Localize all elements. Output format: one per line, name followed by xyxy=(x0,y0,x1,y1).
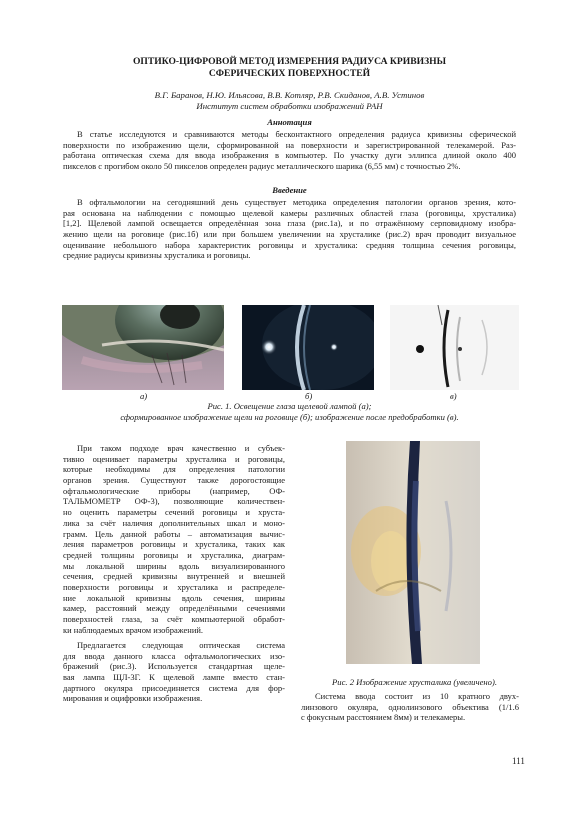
text-line: мы локальной ширины вдоль визуализированного xyxy=(63,560,285,571)
right-column-paragraph xyxy=(301,691,519,723)
abstract-heading: Аннотация xyxy=(267,117,312,127)
text-line: бражений (рис.3). Используется стандартная щеле- xyxy=(63,661,285,672)
title-line-2: СФЕРИЧЕСКИХ ПОВЕРХНОСТЕЙ xyxy=(208,68,371,79)
figure-1a-graphic xyxy=(62,305,224,390)
text-line: рая основана на наблюдении с помощью щелевой камеры различных областей глаза (роговицы, хрусталика) xyxy=(63,207,516,218)
author-block xyxy=(40,90,539,112)
figure-2-graphic xyxy=(346,441,480,664)
text-line: для ввода данного класса офтальмологических изо- xyxy=(63,650,285,661)
text-line: мирования и оцифровки изображения. xyxy=(63,693,203,704)
left-column-paragraph-2 xyxy=(63,640,285,704)
title-line-1: ОПТИКО-ЦИФРОВОЙ МЕТОД ИЗМЕРЕНИЯ РАДИУСА КРИВИЗНЫ xyxy=(132,56,447,67)
text-line: ления параметров роговицы и хрусталика, таких как xyxy=(63,539,285,550)
text-line: сечения, средней кривизны внутренней и внешней xyxy=(63,571,285,582)
text-line: ТАЛЬМОМЕТР ОФ-3), позволяющие количествен- xyxy=(63,496,285,507)
text-line: поверхности по изображению щели, сформированной на поверхности и зарегистрированной телекамерой. Раз- xyxy=(63,139,516,150)
text-line: Предлагается следующая оптическая система xyxy=(77,640,285,650)
text-line: При таком подходе врач качественно и субъек- xyxy=(77,443,285,453)
text-line: ние локальной кривизны вдоль сечения, ширины xyxy=(63,592,285,603)
figure-1-caption-line-1: Рис. 1. Освещение глаза щелевой лампой (а); xyxy=(207,401,372,411)
intro-heading: Введение xyxy=(272,185,307,195)
figure-1b-label: б) xyxy=(305,391,313,401)
figure-2-caption: Рис. 2 Изображение хрусталика (увеличено). xyxy=(332,677,497,687)
text-line: пикселов с прогибом около 50 пикселов определен радиус металлического шарика (6,55 мм) с точностью 2%. xyxy=(63,161,461,172)
figure-1b-slit-image xyxy=(242,305,374,390)
left-column-paragraph-1 xyxy=(63,443,285,635)
figure-1a-label: а) xyxy=(140,391,148,401)
page-number: 111 xyxy=(512,756,525,766)
text-line: поверхности роговицы и хрусталика и распределе- xyxy=(63,581,285,592)
text-line: дартного окуляра присоединяется система для фор- xyxy=(63,682,285,693)
text-line: В офтальмологии на сегодняшний день существует методика определения патологии органов зрения, кото- xyxy=(77,197,516,207)
text-line: грамм. Цель данной работы – автоматизация вычис- xyxy=(63,528,285,539)
figure-1-caption-line-2: сформированное изображение щели на роговице (б); изображение после предобработки (в). xyxy=(120,412,459,422)
text-line: поверхностей глаза, за счёт компьютерной обработ- xyxy=(63,614,285,624)
authors: В.Г. Баранов, Н.Ю. Ильясова, В.В. Котляр, Р.В. Скиданов, А.В. Устинов xyxy=(154,90,425,100)
text-line: вая лампа ЩЛ-3Г. К щелевой лампе вместо стан- xyxy=(63,672,285,683)
text-line: лика за счёт наличия дополнительных шкал и моно- xyxy=(63,517,285,528)
figure-1c-graphic xyxy=(390,305,519,390)
figure-2-lens-image xyxy=(346,441,480,664)
text-line: В статье исследуются и сравниваются методы бесконтактного определения радиуса кривизны сферической xyxy=(77,129,516,139)
figure-1-caption xyxy=(40,401,539,423)
paper-title xyxy=(60,56,519,80)
text-line: оценивание небольшого набора характеристик роговицы и хрусталика: средняя толщина сечения роговицы, xyxy=(63,239,516,250)
text-line: жению щели на роговице (рис.1б) или при большем увеличении на хрусталике (рис.2) врач проводит визуальное xyxy=(63,229,516,240)
figure-1a-eye-photo xyxy=(62,305,224,390)
text-line: с фокусным расстоянием 8мм) и телекамеры. xyxy=(301,712,466,723)
text-line: средней толщины роговицы и хрусталика, диаграм- xyxy=(63,549,285,560)
text-line: работана оптическая схема для ввода изображения в компьютер. По участку дуги эллипса длиной около 400 xyxy=(63,150,516,161)
text-line: средние радиусы кривизны хрусталика и роговицы. xyxy=(63,250,251,261)
text-line: органов зрения. Существуют также дорогостоящие xyxy=(63,475,285,486)
text-line: линзового окуляра, однолинзового объектива (1/1.6 xyxy=(301,701,519,712)
figure-1b-graphic xyxy=(242,305,374,390)
figure-1c-label: в) xyxy=(450,391,457,401)
intro-body xyxy=(63,197,516,261)
text-line: Система ввода состоит из 10 кратного двух- xyxy=(315,691,519,701)
text-line: офтальмологические приборы (например, ОФ- xyxy=(63,485,285,496)
text-line: но оценить параметры сечений роговицы и хруста- xyxy=(63,507,285,518)
affiliation: Институт систем обработки изображений РАН xyxy=(196,101,383,111)
text-line: которые необходимы для определения патологии xyxy=(63,464,285,475)
abstract-body xyxy=(63,129,516,172)
text-line: камер, расстояний между определёнными сечениями xyxy=(63,603,285,614)
text-line: ки наблюдаемых врачом изображений. xyxy=(63,624,204,635)
text-line: тивно оценивает параметры хрусталика и роговицы, xyxy=(63,453,285,464)
figure-1c-processed-image xyxy=(390,305,519,390)
text-line: [1,2]. Щелевой лампой освещается определённая зона глаза (рис.1а), и по отражённому серповидному изобра- xyxy=(63,218,516,229)
